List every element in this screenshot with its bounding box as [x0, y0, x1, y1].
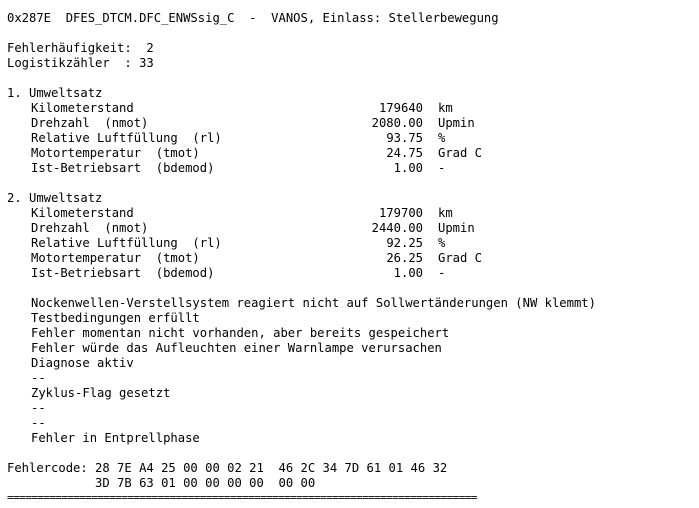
- env1-value-engine-temp: 24.75: [386, 146, 423, 160]
- env1-value-air-fill: 93.75: [386, 131, 423, 145]
- status-line: Zyklus-Flag gesetzt: [31, 386, 171, 400]
- env2-unit-rpm: Upmin: [438, 221, 475, 235]
- error-code-line-2: 3D 7B 63 01 00 00 00 00 00 00: [7, 476, 316, 490]
- status-line: Testbedingungen erfüllt: [31, 311, 200, 325]
- status-line: Fehler momentan nicht vorhanden, aber bereits gespeichert: [31, 326, 450, 340]
- status-line: Fehler in Entprellphase: [31, 431, 200, 445]
- env2-value-mileage: 179700: [378, 206, 423, 220]
- env-set-2-title: 2. Umweltsatz: [7, 191, 103, 205]
- status-line: Nockenwellen-Verstellsystem reagiert nicht auf Sollwertänderungen (NW klemmt): [31, 296, 596, 310]
- env2-unit-engine-temp: Grad C: [438, 251, 483, 265]
- separator-line: ==============================================================================: [7, 491, 477, 504]
- env1-label-air-fill: Relative Luftfüllung (rl): [31, 131, 222, 145]
- status-line: --: [31, 371, 46, 385]
- env-set-1-title: 1. Umweltsatz: [7, 86, 103, 100]
- env1-label-engine-temp: Motortemperatur (tmot): [31, 146, 200, 160]
- env1-unit-rpm: Upmin: [438, 116, 475, 130]
- env2-label-rpm: Drehzahl (nmot): [31, 221, 149, 235]
- dtc-header: 0x287E DFES_DTCM.DFC_ENWSsig_C - VANOS, Einlass: Stellerbewegung: [7, 11, 499, 25]
- env2-value-engine-temp: 26.25: [386, 251, 423, 265]
- env1-value-operating-mode: 1.00: [393, 161, 423, 175]
- error-frequency: Fehlerhäufigkeit: 2: [7, 41, 154, 55]
- env1-unit-operating-mode: -: [438, 161, 446, 175]
- env2-label-engine-temp: Motortemperatur (tmot): [31, 251, 200, 265]
- env1-unit-engine-temp: Grad C: [438, 146, 483, 160]
- env1-unit-air-fill: %: [438, 131, 446, 145]
- env2-unit-operating-mode: -: [438, 266, 446, 280]
- env2-value-operating-mode: 1.00: [393, 266, 423, 280]
- env2-unit-mileage: km: [438, 206, 453, 220]
- env1-label-mileage: Kilometerstand: [31, 101, 134, 115]
- env2-value-rpm: 2440.00: [371, 221, 423, 235]
- status-line: Fehler würde das Aufleuchten einer Warnlampe verursachen: [31, 341, 442, 355]
- error-code-line-1: Fehlercode: 28 7E A4 25 00 00 02 21 46 2C 34 7D 61 01 46 32: [7, 461, 448, 475]
- env1-label-rpm: Drehzahl (nmot): [31, 116, 149, 130]
- env1-value-mileage: 179640: [378, 101, 423, 115]
- env1-unit-mileage: km: [438, 101, 453, 115]
- env1-value-rpm: 2080.00: [371, 116, 423, 130]
- env2-label-air-fill: Relative Luftfüllung (rl): [31, 236, 222, 250]
- env2-value-air-fill: 92.25: [386, 236, 423, 250]
- status-line: --: [31, 416, 46, 430]
- status-line: Diagnose aktiv: [31, 356, 134, 370]
- status-line: --: [31, 401, 46, 415]
- logistics-counter: Logistikzähler : 33: [7, 56, 154, 70]
- env2-label-operating-mode: Ist-Betriebsart (bdemod): [31, 266, 215, 280]
- env1-label-operating-mode: Ist-Betriebsart (bdemod): [31, 161, 215, 175]
- env2-label-mileage: Kilometerstand: [31, 206, 134, 220]
- env2-unit-air-fill: %: [438, 236, 446, 250]
